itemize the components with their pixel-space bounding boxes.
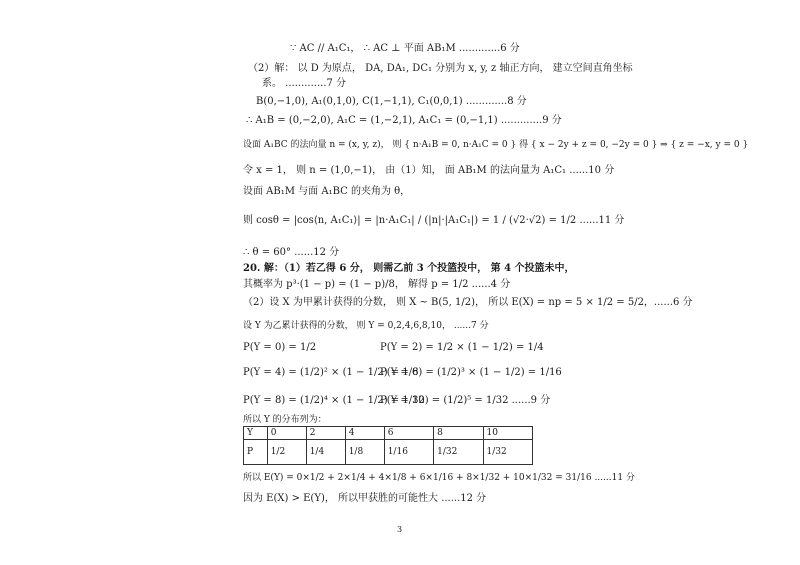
line: P(Y = 4) = (1/2)² × (1 − 1/2) = 1/8 [243,367,419,378]
table-cell: Y [244,427,268,440]
line: P(Y = 6) = (1/2)³ × (1 − 1/2) = 1/16 [380,367,562,378]
line: ∴ A₁B = (0,−2,0), A₁C = (1,−2,1), A₁C₁ = (0,−1,1) .............9 分 [246,115,562,126]
table-row [244,440,533,465]
line: 设面 AB₁M 与面 A₁BC 的夹角为 θ， [243,186,411,197]
line: 令 x = 1， 则 n = (1,0,−1)， 由（1）知， 面 AB₁M 的法向量为 A₁C₁ ......10 分 [243,165,615,176]
line: ∴ θ = 60° ......12 分 [243,247,340,258]
line: 因为 E(X) > E(Y)， 所以甲获胜的可能性大 ......12 分 [243,493,487,504]
line: （2）解： 以 D 为原点， DA, DA₁, DC₁ 分别为 x, y, z 轴正方向， 建立空间直角坐标 [248,63,633,74]
table-cell: 1/32 [434,440,483,465]
line: B(0,−1,0), A₁(0,1,0), C(1,−1,1), C₁(0,0,1) .............8 分 [256,96,527,107]
table-cell: 1/2 [267,440,306,465]
distribution-table [243,426,533,465]
table-cell: 6 [384,427,433,440]
table-cell: 8 [434,427,483,440]
line: （2）设 X 为甲累计获得的分数， 则 X ~ B(5, 1/2)， 所以 E(X) = np = 5 × 1/2 = 5/2，......6 分 [243,297,693,308]
table-cell: 1/16 [384,440,433,465]
line: 设面 A₁BC 的法向量 n = (x, y, z)， 则 { n·A₁B = 0, n·A₁C = 0 } 得 { x − 2y + z = 0, −2y = 0 } ⇒ { z = −x, y = 0 } [243,140,749,150]
line: 所以 Y 的分布列为： [243,415,327,425]
line: 其概率为 p³·(1 − p) = (1 − p)/8， 解得 p = 1/2 ......4 分 [243,279,511,290]
line: P(Y = 0) = 1/2 [243,342,317,353]
line: 则 cosθ = |cos⟨n, A₁C₁⟩| = |n·A₁C₁| / (|n|·|A₁C₁|) = 1 / (√2·√2) = 1/2 ......11 分 [243,215,625,226]
line: P(Y = 8) = (1/2)⁴ × (1 − 1/2) = 1/32 [243,395,425,406]
line: 20. 解：（1）若乙得 6 分， 则需乙前 3 个投篮投中， 第 4 个投篮未中， [243,263,575,274]
line: 所以 E(Y) = 0×1/2 + 2×1/4 + 4×1/8 + 6×1/16 + 8×1/32 + 10×1/32 = 31/16 ......11 分 [243,473,635,483]
table-cell: 2 [306,427,345,440]
table-cell: 1/32 [483,440,532,465]
table-cell: 1/4 [306,440,345,465]
table-cell: 1/8 [345,440,384,465]
page-number: 3 [397,525,403,534]
table-cell: 4 [345,427,384,440]
line: P(Y = 10) = (1/2)⁵ = 1/32 ......9 分 [380,395,551,406]
table-cell: 10 [483,427,532,440]
line: ∵ AC // A₁C₁， ∴ AC ⊥ 平面 AB₁M .............6 分 [290,43,520,54]
line: P(Y = 2) = 1/2 × (1 − 1/2) = 1/4 [380,342,544,353]
table-cell: 0 [267,427,306,440]
table-header-row [244,427,533,440]
table-cell: P [244,440,268,465]
line: 系。 .............7 分 [262,78,347,89]
line: 设 Y 为乙累计获得的分数， 则 Y = 0,2,4,6,8,10， ......7 分 [243,321,489,331]
